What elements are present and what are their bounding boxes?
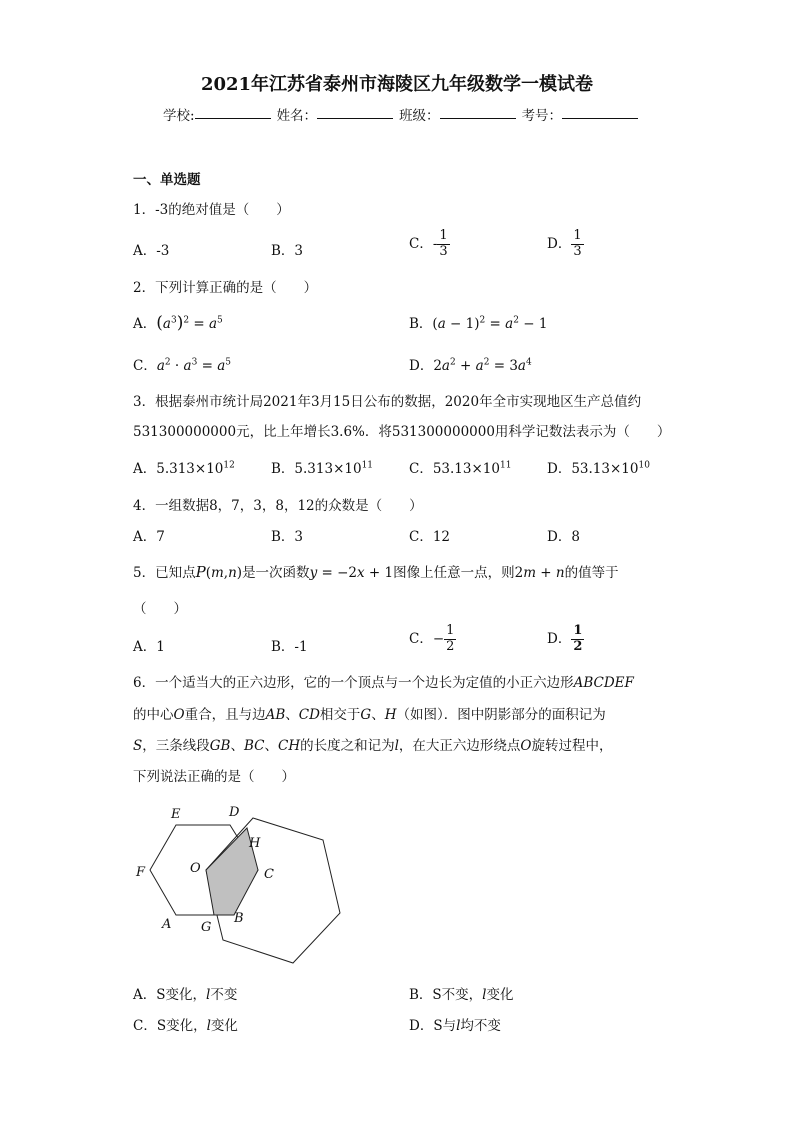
label-b: B [234, 911, 244, 926]
q3-option-a[interactable]: A．$5.313\times 10^{12}$ [133, 460, 235, 477]
student-info [163, 104, 644, 124]
hexagon-figure [128, 795, 358, 970]
q2-option-a[interactable]: A．$(a^3)^2 = a^5$ [133, 313, 223, 333]
label-f: F [136, 865, 146, 880]
q1-stem: 1．-3的绝对值是（ ） [133, 202, 290, 218]
q1-option-c[interactable]: C．- $\frac{1}{3}$ [409, 228, 448, 259]
q5-stem: 5．已知点P(m,n)是一次函数y = −2x + 1图像上任意一点，则2m + n的值等于 [133, 563, 619, 581]
number-label: 考号： [521, 108, 563, 124]
name-blank[interactable] [317, 104, 393, 119]
fraction: $\frac{1}{2}$ [573, 623, 583, 654]
q6-stem-line2: 的中心O重合，且与边AB、CD相交于G、H（如图）．图中阴影部分的面积记为 [133, 707, 606, 723]
q2-stem: 2．下列计算正确的是（ ） [133, 280, 318, 296]
label-a: A [162, 917, 172, 932]
q3-option-b[interactable]: B．$5.313\times 10^{11}$ [271, 460, 374, 477]
q5-paren: （ ） [133, 601, 187, 617]
q4-option-b[interactable]: B．3 [271, 529, 304, 545]
number-blank[interactable] [562, 104, 638, 119]
q3-stem-line1: 3．根据泰州市统计局2021年3月15日公布的数据，2020年全市实现地区生产总值约 [133, 394, 642, 410]
q6-option-d[interactable]: D．S与l均不变 [409, 1018, 501, 1034]
q3-stem-line2: 531300000000元，比上年增长3.6%．将531300000000用科学记数法表示为（ ） [133, 424, 671, 440]
q4-stem: 4．一组数据8，7，3，8，12的众数是（ ） [133, 498, 423, 514]
section-heading: 一、单选题 [133, 172, 201, 188]
q2-option-d[interactable]: D．$2a^2 + a^2 = 3a^4$ [409, 357, 532, 374]
q1-option-a[interactable]: A．-3 [133, 243, 170, 259]
q3-option-c[interactable]: C．$53.13\times 10^{11}$ [409, 460, 512, 477]
class-label: 班级： [399, 108, 440, 124]
label-g: G [201, 920, 212, 935]
q5-option-d[interactable]: D． $\frac{1}{2}$ [547, 623, 583, 654]
q6-option-b[interactable]: B．S不变，l变化 [409, 987, 514, 1003]
q2-option-c[interactable]: C．$a^2 \cdot a^3 = a^5$ [133, 357, 232, 374]
fraction: $\frac{1}{3}$ [573, 228, 582, 259]
q4-option-a[interactable]: A．7 [133, 529, 165, 545]
q5-option-c[interactable]: C．− $\frac{1}{2}$ [409, 623, 455, 654]
label-e: E [171, 807, 181, 822]
q1-option-d[interactable]: D． $\frac{1}{3}$ [547, 228, 582, 259]
q6-stem-line3: S，三条线段GB、BC、CH的长度之和记为l，在大正六边形绕点O旋转过程中， [133, 738, 613, 754]
q6-stem-line1: 6．一个适当大的正六边形，它的一个顶点与一个边长为定值的小正六边形ABCDEF [133, 675, 634, 691]
label-d: D [229, 805, 240, 820]
q6-option-a[interactable]: A．S变化，l不变 [133, 987, 238, 1003]
q3-option-d[interactable]: D．$53.13\times 10^{10}$ [547, 460, 650, 477]
name-label: 姓名： [276, 108, 318, 124]
fraction: $\frac{1}{3}$ [439, 228, 448, 259]
q6-option-c[interactable]: C．S变化，l变化 [133, 1018, 238, 1034]
fraction: $\frac{1}{2}$ [446, 623, 455, 654]
school-label: 学校: [163, 108, 195, 124]
label-o: O [190, 861, 201, 876]
q6-stem-line4: 下列说法正确的是（ ） [133, 769, 295, 785]
label-h: H [249, 836, 261, 851]
q4-option-c[interactable]: C．12 [409, 529, 451, 545]
school-blank[interactable] [195, 104, 271, 119]
q2-option-b[interactable]: B．$(a - 1)^2 = a^2 - 1$ [409, 315, 548, 332]
label-c: C [264, 867, 274, 882]
page-title: 2021年江苏省泰州市海陵区九年级数学一模试卷 [200, 74, 594, 95]
q5-option-a[interactable]: A．1 [133, 639, 165, 655]
q4-option-d[interactable]: D．8 [547, 529, 580, 545]
class-blank[interactable] [440, 104, 516, 119]
q1-option-b[interactable]: B．3 [271, 243, 304, 259]
q5-option-b[interactable]: B．-1 [271, 639, 308, 655]
